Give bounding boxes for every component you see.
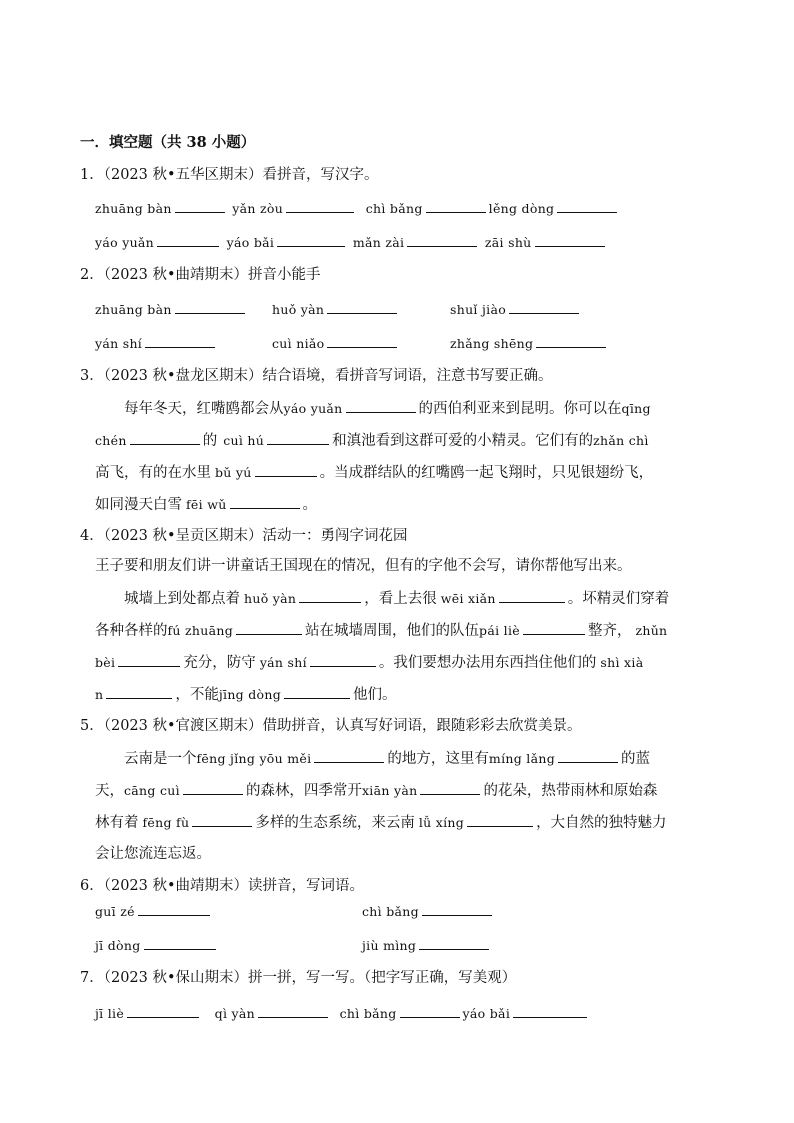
answer-blank[interactable]	[255, 462, 317, 477]
pinyin: yáo yuǎn	[95, 235, 155, 250]
text: 和滇池看到这群可爱的小精灵。它们有的	[332, 433, 594, 449]
q2-item	[272, 333, 400, 354]
answer-blank[interactable]	[299, 588, 361, 603]
pinyin: shì xià	[600, 655, 644, 670]
answer-blank[interactable]	[420, 780, 480, 795]
answer-blank[interactable]	[346, 398, 416, 413]
answer-blank[interactable]	[157, 232, 219, 247]
answer-blank[interactable]	[138, 901, 210, 916]
q1-row2	[95, 232, 608, 253]
answer-blank[interactable]	[144, 935, 216, 950]
text: 的地方，这里有	[387, 751, 489, 767]
pinyin: qīng	[621, 401, 651, 416]
pinyin: yáo bǎi	[462, 1006, 511, 1021]
answer-blank[interactable]	[327, 299, 397, 314]
q1-row1	[95, 198, 620, 219]
answer-blank[interactable]	[236, 620, 302, 635]
q4-stem: 4．（2023 秋•呈贡区期末）活动一：勇闯字词花园	[80, 528, 408, 544]
pinyin: cuì hú	[223, 433, 265, 448]
answer-blank[interactable]	[118, 652, 180, 667]
pinyin: pái liè	[479, 623, 520, 638]
pinyin: fú zhuāng	[167, 623, 234, 638]
pinyin: jī dòng	[95, 938, 141, 953]
pinyin: bǔ yú	[215, 465, 252, 480]
pinyin: jīng dòng	[218, 687, 282, 702]
pinyin: xiān yàn	[361, 783, 418, 798]
answer-blank[interactable]	[284, 684, 350, 699]
pinyin: yán shí	[95, 336, 143, 351]
pinyin: cāng cuì	[124, 783, 180, 798]
pinyin: lěng dòng	[488, 201, 555, 216]
q2-item	[450, 333, 609, 354]
text: 站在城墙周围，他们的队伍	[305, 623, 480, 639]
q3-stem: 3．（2023 秋•盘龙区期末）结合语境，看拼音写词语，注意书写要正确。	[80, 368, 553, 384]
answer-blank[interactable]	[513, 1003, 587, 1018]
pinyin: yán shí	[259, 655, 307, 670]
answer-blank[interactable]	[314, 748, 384, 763]
answer-blank[interactable]	[499, 588, 565, 603]
q2-stem: 2．（2023 秋•曲靖期末）拼音小能手	[80, 267, 321, 283]
text: 。我们要想办法用东西挡住他们的	[378, 655, 597, 671]
pinyin: fēng fù	[142, 815, 190, 830]
text: 的蓝	[621, 751, 651, 767]
answer-blank[interactable]	[327, 333, 397, 348]
answer-blank[interactable]	[277, 232, 345, 247]
pinyin: wēi xiǎn	[440, 591, 496, 606]
pinyin: chì bǎng	[339, 1006, 397, 1021]
q7-stem: 7．（2023 秋•保山期末）拼一拼，写一写。（把字写正确，写美观）	[80, 970, 517, 986]
q4-line2	[95, 620, 667, 641]
pinyin: zhuāng bàn	[95, 201, 172, 216]
text: 。当成群结队的红嘴鸥一起飞翔时，只见银翅纷飞，	[319, 465, 654, 481]
answer-blank[interactable]	[175, 299, 245, 314]
pinyin: cuì niǎo	[272, 336, 325, 351]
q5-line1	[124, 748, 650, 769]
q4-line3	[95, 652, 643, 673]
pinyin: lǚ xíng	[418, 815, 465, 830]
text: 的西伯利亚来到昆明。你可以在	[418, 401, 622, 417]
text: ，大自然的独特魅力	[536, 815, 667, 831]
answer-blank[interactable]	[419, 935, 489, 950]
pinyin: fēi wǔ	[186, 497, 227, 512]
pinyin: huǒ yàn	[272, 302, 325, 317]
text: 的森林，四季常开	[245, 783, 362, 799]
answer-blank[interactable]	[258, 1003, 328, 1018]
text: 。	[302, 497, 318, 513]
q4-line4	[95, 684, 397, 705]
answer-blank[interactable]	[558, 748, 618, 763]
pinyin: chì bǎng	[365, 201, 423, 216]
q5-line4: 会让您流连忘返。	[95, 846, 211, 862]
text: 天，	[95, 783, 124, 799]
q6-item	[95, 935, 219, 956]
section-title: 一．填空题（共 38 小题）	[80, 134, 256, 151]
pinyin: mǎn zài	[352, 235, 405, 250]
pinyin: zhǎn chì	[593, 433, 649, 448]
pinyin: yáo bǎi	[226, 235, 275, 250]
text: 城墙上到处都点着	[124, 591, 240, 607]
text: 整齐，	[587, 623, 632, 639]
q2-item	[450, 299, 582, 320]
answer-blank[interactable]	[400, 1003, 460, 1018]
pinyin: zāi shù	[484, 235, 532, 250]
pinyin: míng lǎng	[488, 751, 556, 766]
text: 林有着	[95, 815, 139, 831]
pinyin: fēng jǐng yōu měi	[196, 751, 312, 766]
q4-line1	[124, 588, 669, 609]
q4-intro: 王子要和朋友们讲一讲童话王国现在的情况，但有的字他不会写，请你帮他写出来。	[95, 558, 632, 574]
answer-blank[interactable]	[467, 812, 533, 827]
text: 如同漫天白雪	[95, 497, 182, 513]
text: 他们。	[353, 687, 397, 703]
q5-line3	[95, 812, 667, 833]
pinyin: huǒ yàn	[244, 591, 297, 606]
q3-line1	[124, 398, 651, 419]
q6-item	[362, 935, 492, 956]
text: 多样的生态系统，来云南	[255, 815, 415, 831]
text: ，看上去很	[364, 591, 437, 607]
answer-blank[interactable]	[523, 620, 585, 635]
answer-blank[interactable]	[509, 299, 579, 314]
answer-blank[interactable]	[230, 494, 300, 509]
answer-blank[interactable]	[422, 901, 492, 916]
text: 高飞，有的在水里	[95, 465, 211, 481]
pinyin: qì yàn	[214, 1006, 255, 1021]
answer-blank[interactable]	[286, 198, 354, 213]
q3-line4	[95, 494, 317, 515]
q6-stem: 6．（2023 秋•曲靖期末）读拼音，写词语。	[80, 878, 365, 894]
q7-row	[95, 1003, 590, 1024]
pinyin: bèi	[95, 655, 116, 670]
q5-line2	[95, 780, 657, 801]
text: 的花朵，热带雨林和原始森	[483, 783, 658, 799]
q1-stem: 1．（2023 秋•五华区期末）看拼音，写汉字。	[80, 167, 379, 183]
pinyin: n	[95, 687, 104, 702]
pinyin: zhuāng bàn	[95, 302, 172, 317]
answer-blank[interactable]	[175, 198, 225, 213]
text: 。坏精灵们穿着	[567, 591, 670, 607]
q2-item	[95, 333, 218, 354]
text: 充分，防守	[183, 655, 256, 671]
pinyin: jiù mìng	[362, 938, 417, 953]
text: 的	[202, 433, 218, 449]
text: 每年冬天，红嘴鸥都会从	[124, 401, 284, 417]
text: 云南是一个	[124, 751, 197, 767]
q3-line2	[95, 430, 649, 451]
pinyin: shuǐ jiào	[450, 302, 507, 317]
answer-blank[interactable]	[267, 430, 329, 445]
answer-blank[interactable]	[557, 198, 617, 213]
pinyin: chì bǎng	[362, 904, 419, 919]
answer-blank[interactable]	[310, 652, 376, 667]
text: 各种各样的	[95, 623, 168, 639]
answer-blank[interactable]	[145, 333, 215, 348]
pinyin: zhǎng shēng	[450, 336, 534, 351]
answer-blank[interactable]	[130, 430, 200, 445]
pinyin: yáo yuǎn	[283, 401, 343, 416]
text: ，不能	[175, 687, 219, 703]
q3-line3	[95, 462, 653, 483]
q2-item	[95, 299, 248, 320]
pinyin: zhǔn	[635, 623, 668, 638]
answer-blank[interactable]	[127, 1003, 199, 1018]
q5-stem: 5．（2023 秋•官渡区期末）借助拼音，认真写好词语，跟随彩彩去欣赏美景。	[80, 718, 582, 734]
answer-blank[interactable]	[106, 684, 172, 699]
pinyin: guī zé	[95, 904, 135, 919]
pinyin: jī liè	[95, 1006, 125, 1021]
q6-item	[95, 901, 213, 922]
q6-item	[362, 901, 495, 922]
answer-blank[interactable]	[536, 333, 606, 348]
answer-blank[interactable]	[407, 232, 477, 247]
answer-blank[interactable]	[426, 198, 486, 213]
pinyin: yǎn zòu	[232, 201, 284, 216]
q2-item	[272, 299, 400, 320]
pinyin: chén	[95, 433, 127, 448]
answer-blank[interactable]	[535, 232, 605, 247]
answer-blank[interactable]	[183, 780, 243, 795]
answer-blank[interactable]	[192, 812, 252, 827]
